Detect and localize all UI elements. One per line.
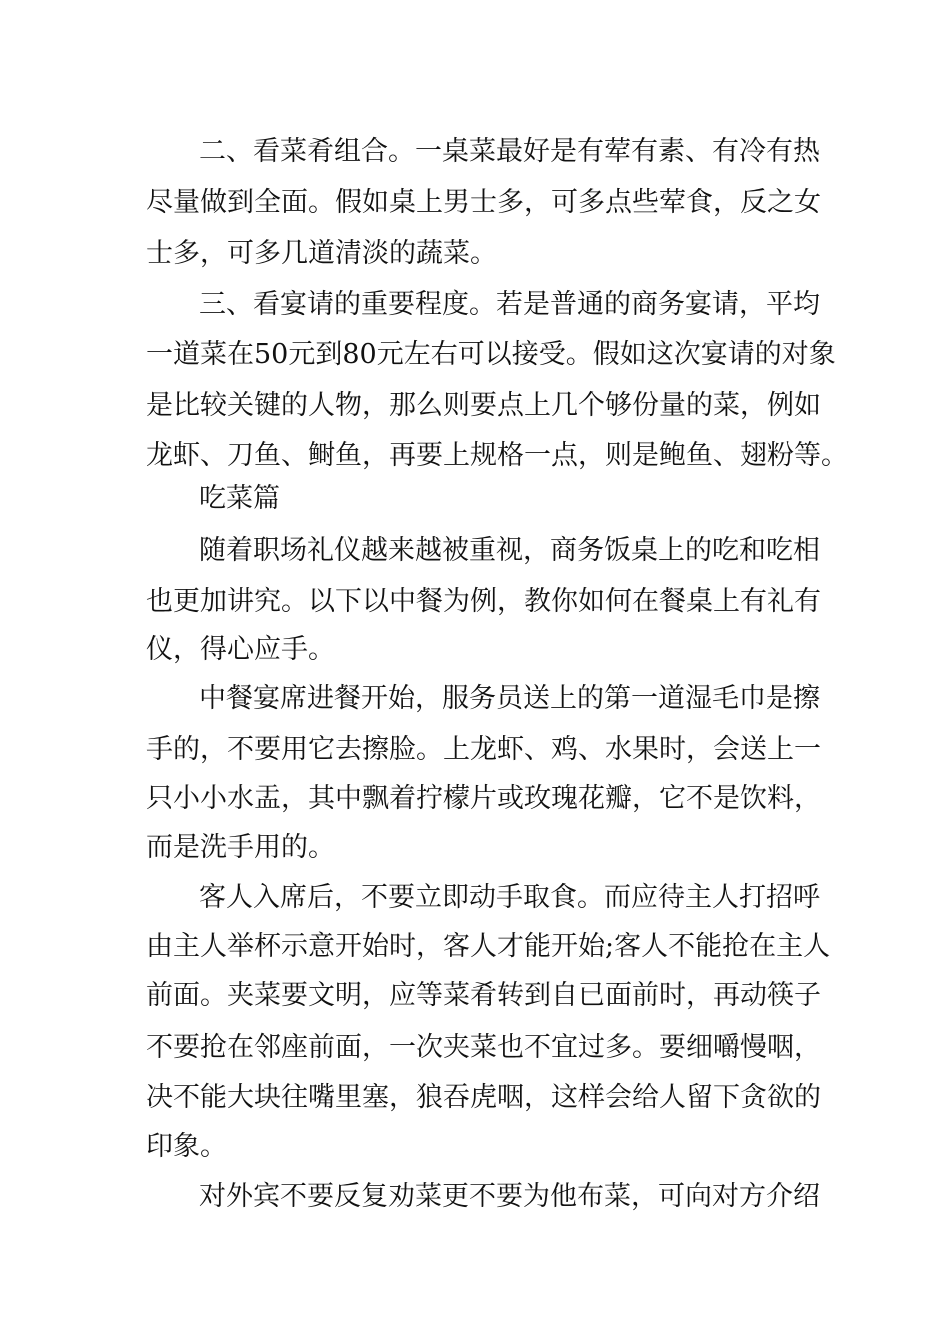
text-line: 对外宾不要反复劝菜更不要为他布菜，可向对方介绍 (199, 1181, 820, 1212)
section-heading: 吃菜篇 (199, 483, 280, 514)
text-line: 而是洗手用的。 (146, 832, 335, 863)
text-line: 二、看菜肴组合。一桌菜最好是有荤有素、有冷有热 (199, 136, 820, 167)
text-line: 客人入席后，不要立即动手取食。而应待主人打招呼 (199, 882, 820, 913)
text-line: 龙虾、刀鱼、鲥鱼，再要上规格一点，则是鲍鱼、翅粉等。 (146, 440, 848, 471)
text-line: 不要抢在邻座前面，一次夹菜也不宜过多。要细嚼慢咽， (146, 1032, 821, 1063)
text-line: 一道菜在50元到80元左右可以接受。假如这次宴请的对象 (146, 339, 836, 370)
text-line: 仪，得心应手。 (146, 634, 335, 665)
text-line: 也更加讲究。以下以中餐为例，教你如何在餐桌上有礼有 (146, 586, 821, 617)
text-line: 前面。夹菜要文明，应等菜肴转到自已面前时，再动筷子 (146, 980, 821, 1011)
text-line: 只小小水盂，其中飘着拧檬片或玫瑰花瓣，它不是饮料， (146, 783, 821, 814)
text-line: 印象。 (146, 1131, 227, 1162)
text-line: 尽量做到全面。假如桌上男士多，可多点些荤食，反之女 (146, 187, 821, 218)
text-line: 中餐宴席进餐开始，服务员送上的第一道湿毛巾是擦 (199, 683, 820, 714)
text-line: 士多，可多几道清淡的蔬菜。 (146, 238, 497, 269)
text-line: 决不能大块往嘴里塞，狼吞虎咽，这样会给人留下贪欲的 (146, 1082, 821, 1113)
text-line: 三、看宴请的重要程度。若是普通的商务宴请，平均 (199, 289, 820, 320)
text-line: 由主人举杯示意开始时，客人才能开始;客人不能抢在主人 (146, 931, 831, 962)
text-line: 随着职场礼仪越来越被重视，商务饭桌上的吃和吃相 (199, 535, 820, 566)
text-line: 手的，不要用它去擦脸。上龙虾、鸡、水果时，会送上一 (146, 734, 821, 765)
text-line: 是比较关键的人物，那么则要点上几个够份量的菜，例如 (146, 390, 821, 421)
